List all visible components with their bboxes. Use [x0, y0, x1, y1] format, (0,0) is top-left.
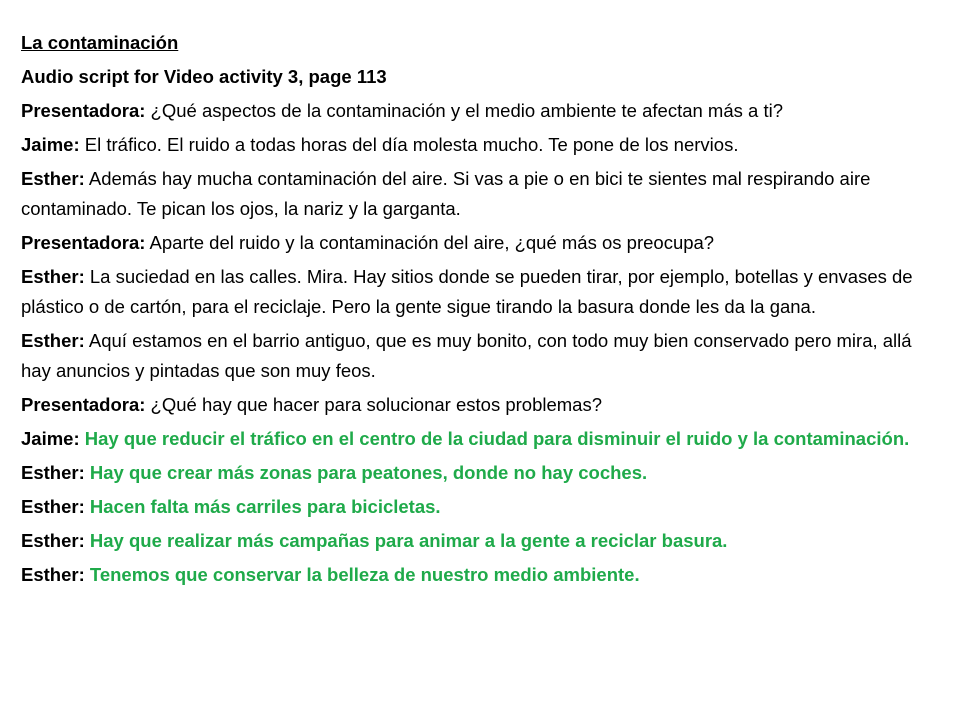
dialogue-text: El tráfico. El ruido a todas horas del día molesta mucho. Te pone de los nervios. [79, 134, 739, 155]
script-line-highlighted [21, 492, 941, 522]
highlighted-dialogue-text: Hay que crear más zonas para peatones, donde no hay coches. [84, 462, 648, 483]
script-line [21, 130, 941, 160]
speaker-label: Jaime: [21, 134, 80, 155]
script-line [21, 262, 941, 322]
dialogue-text: Aparte del ruido y la contaminación del aire, ¿qué más os preocupa? [145, 232, 715, 253]
speaker-label: Esther: [21, 564, 85, 585]
dialogue-text: Además hay mucha contaminación del aire. Si vas a pie o en bici te sientes mal respirando aire contaminado. Te pican los ojos, la nariz y la garganta. [21, 168, 871, 219]
script-line [21, 228, 941, 258]
script-line-highlighted [21, 560, 941, 590]
script-line [21, 390, 941, 420]
script-line [21, 164, 941, 224]
speaker-label: Presentadora: [21, 394, 146, 415]
script-line-highlighted [21, 526, 941, 556]
speaker-label: Jaime: [21, 428, 80, 449]
document-title: La contaminación [21, 32, 179, 53]
speaker-label: Esther: [21, 462, 85, 483]
speaker-label: Esther: [21, 530, 85, 551]
dialogue-text: Aquí estamos en el barrio antiguo, que es muy bonito, con todo muy bien conservado pero mira, allá hay anuncios y pintadas que son muy feos. [21, 330, 912, 381]
dialogue-text: ¿Qué aspectos de la contaminación y el medio ambiente te afectan más a ti? [145, 100, 783, 121]
speaker-label: Esther: [21, 168, 85, 189]
highlighted-dialogue-text: Hay que realizar más campañas para animar a la gente a reciclar basura. [84, 530, 728, 551]
script-line-highlighted [21, 424, 941, 454]
script-line-highlighted [21, 458, 941, 488]
dialogue-text: ¿Qué hay que hacer para solucionar estos problemas? [145, 394, 602, 415]
audio-script-document [21, 28, 941, 594]
speaker-label: Esther: [21, 496, 85, 517]
speaker-label: Presentadora: [21, 232, 146, 253]
script-line [21, 326, 941, 386]
highlighted-dialogue-text: Hay que reducir el tráfico en el centro de la ciudad para disminuir el ruido y la contaminación. [79, 428, 910, 449]
highlighted-dialogue-text: Hacen falta más carriles para bicicletas. [84, 496, 441, 517]
speaker-label: Esther: [21, 330, 85, 351]
document-subtitle: Audio script for Video activity 3, page 113 [21, 66, 387, 87]
speaker-label: Presentadora: [21, 100, 146, 121]
speaker-label: Esther: [21, 266, 85, 287]
dialogue-text: La suciedad en las calles. Mira. Hay sitios donde se pueden tirar, por ejemplo, botellas y envases de plástico o de cartón, para el reciclaje. Pero la gente sigue tirando la basura donde les da la gana. [21, 266, 913, 317]
script-line [21, 96, 941, 126]
highlighted-dialogue-text: Tenemos que conservar la belleza de nuestro medio ambiente. [84, 564, 640, 585]
